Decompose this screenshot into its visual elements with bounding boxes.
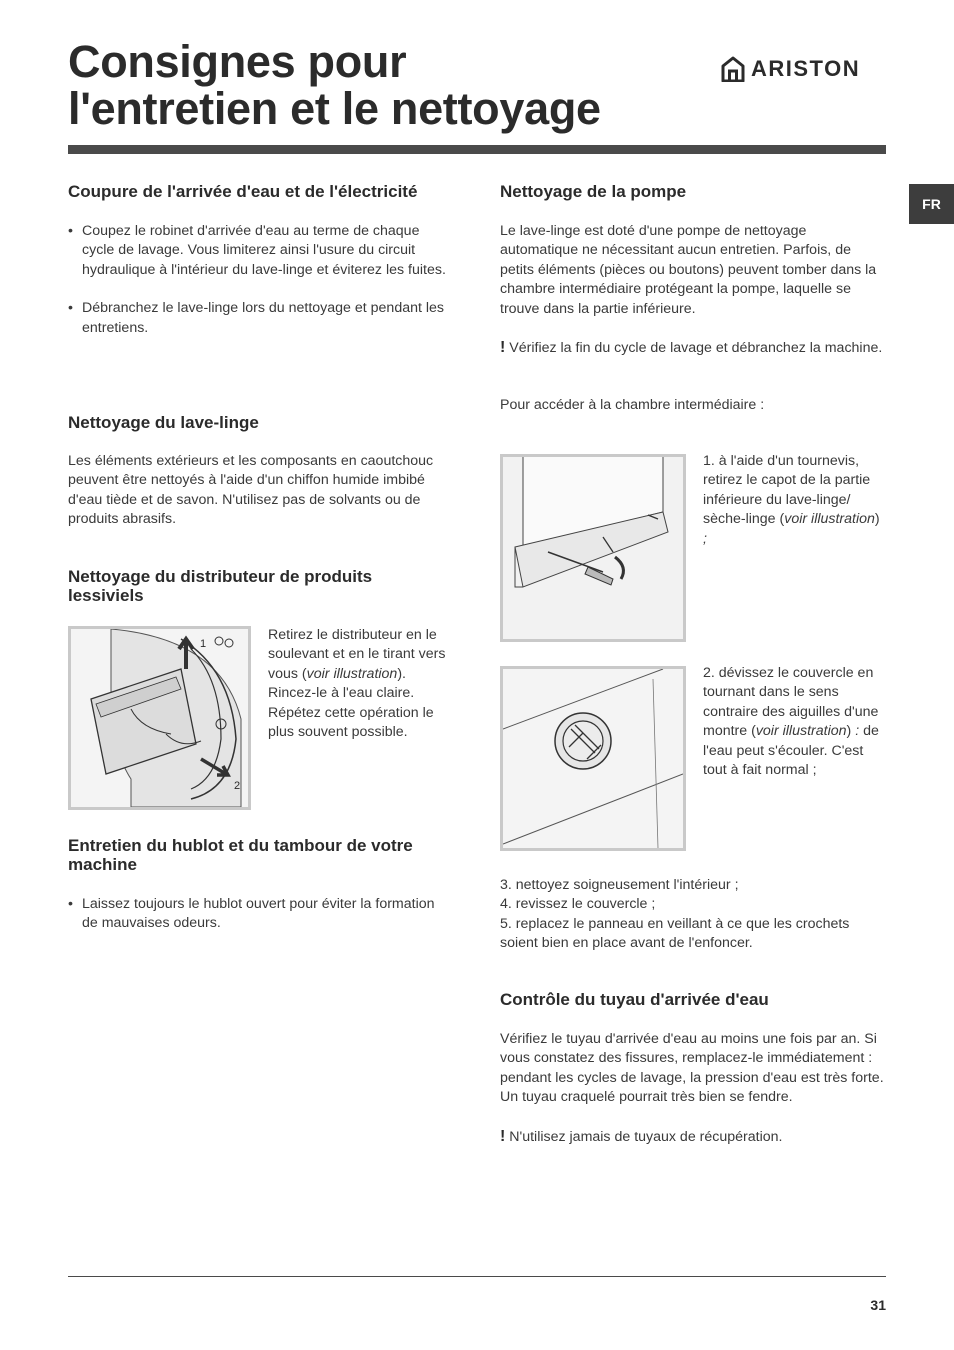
page-title	[68, 38, 708, 132]
section-machine-cleaning	[68, 413, 458, 530]
bullet-item: • Coupez le robinet d'arrivée d'eau au terme de chaque cycle de lavage. Vous limiterez ainsi l'usure du circuit hydraulique à l'intérieur du lave-linge et éviterez les fuites.	[68, 222, 452, 280]
step-2-text: 2. dévissez le couvercle en tournant dans le sens contraire des aiguilles d'une montre (voir illustration) : de l'eau peut s'écouler. C'est tout à fait normal ;	[703, 665, 879, 779]
warning-mark: !	[500, 339, 506, 357]
figure-label-1: 1	[200, 638, 207, 650]
section-door-drum	[68, 836, 452, 934]
section-heading: Coupure de l'arrivée d'eau et de l'électricité	[68, 182, 418, 201]
steps-3-5	[500, 876, 886, 954]
language-tab: FR	[909, 184, 954, 224]
section-heading: Entretien du hublot et du tambour de votre machine	[68, 836, 413, 874]
footer-divider	[68, 1276, 886, 1277]
section-text: Le lave-linge est doté d'une pompe de nettoyage automatique ne nécessitant aucun entretien. Parfois, de petits éléments (pièces ou boutons) peuvent tomber dans la chambre intermédiaire protégeant la pompe, laquelle se trouve dans la partie inférieure.	[500, 223, 877, 317]
section-heading: Contrôle du tuyau d'arrivée d'eau	[500, 990, 769, 1009]
house-icon	[721, 56, 745, 82]
section-inlet-hose	[500, 990, 890, 1147]
figure-label-2: 2	[234, 780, 241, 792]
step-item: 4. revissez le couvercle ;	[500, 896, 656, 913]
dispenser-illustration	[68, 626, 251, 810]
access-intro: Pour accéder à la chambre intermédiaire :	[500, 397, 765, 414]
section-text: Vérifiez le tuyau d'arrivée d'eau au moins une fois par an. Si vous constatez des fissures, remplacez-le immédiatement : pendant les cycles de lavage, la pression d'eau est très forte. Un tuyau craquelé pourrait très bien se fendre.	[500, 1031, 884, 1106]
warning-note: ! Vérifiez la fin du cycle de lavage et débranchez la machine.	[500, 339, 883, 357]
title-line-1: Consignes pour	[68, 36, 407, 87]
warning-mark: !	[500, 1127, 506, 1145]
dispenser-text: Retirez le distributeur en le soulevant et en le tirant vers vous (voir illustration). Rincez-le à l'eau claire. Répétez cette opération le plus souvent possible.	[268, 627, 446, 741]
section-text: Les éléments extérieurs et les composants en caoutchouc peuvent être nettoyés à l'aide d'un chiffon humide imbibé d'eau tiède et de savon. N'utilisez pas de solvants ou de produits abrasifs.	[68, 453, 434, 528]
brand-name: ARISTON	[751, 56, 861, 81]
section-pump-cleaning	[500, 182, 886, 416]
section-heading: Nettoyage de la pompe	[500, 182, 687, 201]
brand-logo	[721, 55, 860, 83]
section-dispenser-heading	[68, 567, 452, 605]
step-1-text: 1. à l'aide d'un tournevis, retirez le capot de la partie inférieure du lave-linge/ sèche-linge (voir illustration) ;	[703, 453, 880, 547]
pump-cover-illustration	[500, 666, 686, 851]
bullet-item: • Débranchez le lave-linge lors du nettoyage et pendant les entretiens.	[68, 299, 452, 338]
step-item: 3. nettoyez soigneusement l'intérieur ;	[500, 877, 739, 893]
section-water-electricity	[68, 182, 452, 338]
panel-removal-illustration	[500, 454, 686, 642]
step-item: 5. replacez le panneau en veillant à ce que les crochets soient bien en place avant de l'enfoncer.	[500, 915, 850, 952]
header-divider	[68, 145, 886, 154]
title-line-2: l'entretien et le nettoyage	[68, 83, 601, 134]
bullet-item: • Laissez toujours le hublot ouvert pour éviter la formation de mauvaises odeurs.	[68, 895, 452, 934]
warning-note: ! N'utilisez jamais de tuyaux de récupération.	[500, 1127, 783, 1145]
section-heading: Nettoyage du distributeur de produits lessiviels	[68, 567, 373, 605]
section-heading: Nettoyage du lave-linge	[68, 413, 259, 432]
page-number: 31	[870, 1297, 886, 1313]
